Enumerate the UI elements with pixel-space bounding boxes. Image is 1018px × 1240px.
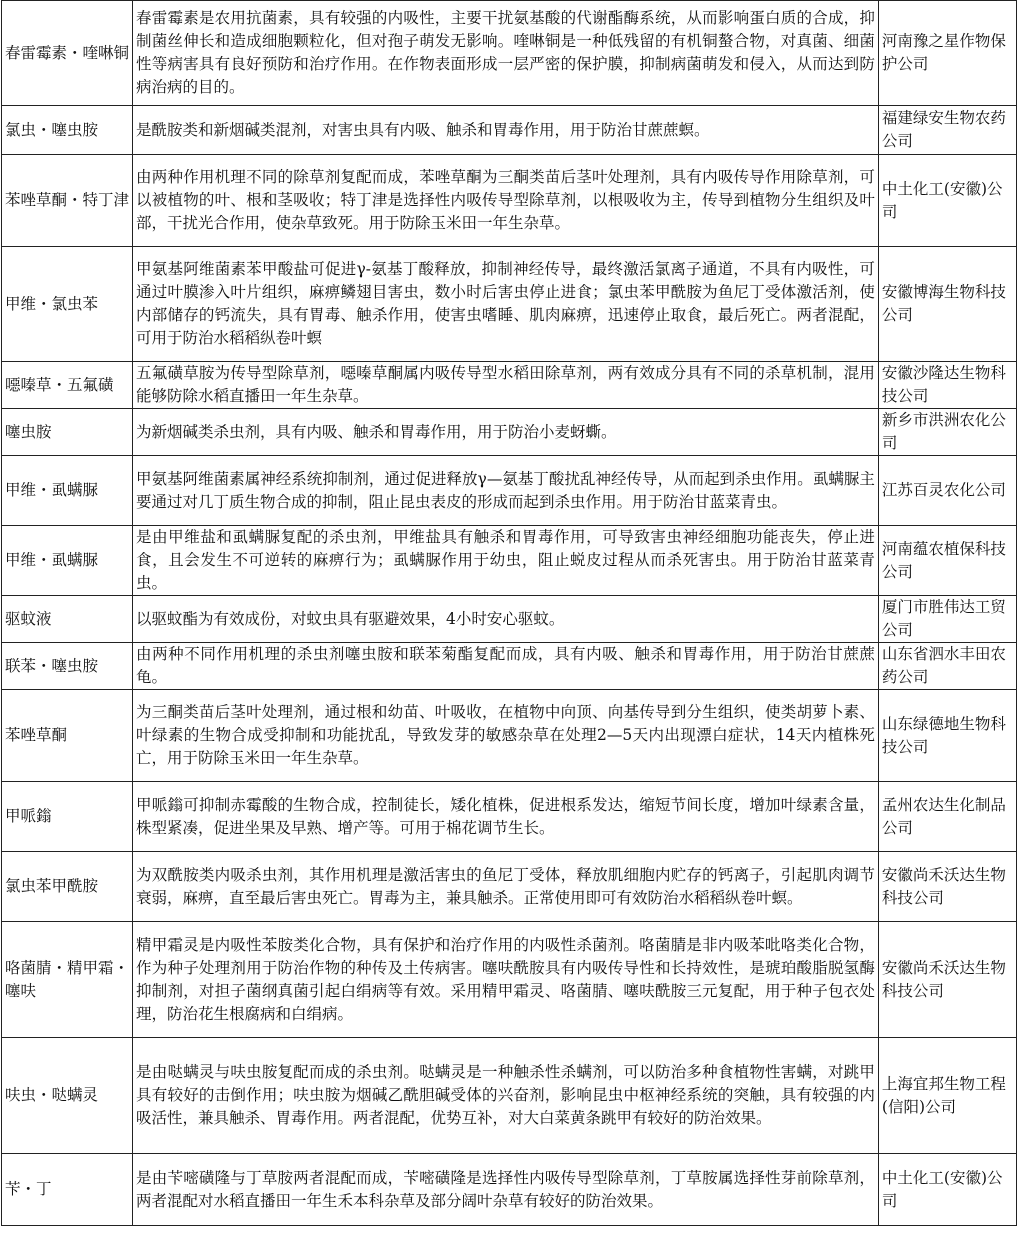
product-name-cell: 驱蚊液 <box>2 596 133 643</box>
product-name-cell: 甲维・虱螨脲 <box>2 526 133 596</box>
company-cell: 安徽沙隆达生物科技公司 <box>878 362 1016 409</box>
table-row <box>2 526 1017 596</box>
company-cell: 新乡市洪洲农化公司 <box>878 409 1016 456</box>
table-row <box>2 456 1017 526</box>
table-row <box>2 106 1017 155</box>
company-cell: 山东绿德地生物科技公司 <box>878 690 1016 782</box>
table-row <box>2 852 1017 922</box>
company-cell: 孟州农达生化制品公司 <box>878 782 1016 852</box>
company-cell: 安徽尚禾沃达生物科技公司 <box>878 852 1016 922</box>
product-name-cell: 春雷霉素・喹啉铜 <box>2 1 133 106</box>
product-name-cell: 甲维・虱螨脲 <box>2 456 133 526</box>
table-row <box>2 596 1017 643</box>
description-cell: 甲哌鎓可抑制赤霉酸的生物合成，控制徒长，矮化植株，促进根系发达，缩短节间长度，增加叶绿素含量，株型紧凑，促进坐果及早熟、增产等。可用于棉花调节生长。 <box>133 782 879 852</box>
company-cell: 福建绿安生物农药公司 <box>878 106 1016 155</box>
description-cell: 为三酮类苗后茎叶处理剂，通过根和幼苗、叶吸收，在植物中向顶、向基传导到分生组织，使类胡萝卜素、叶绿素的生物合成受抑制和功能扰乱，导致发芽的敏感杂草在处理2—5天内出现漂白症状，14天内植株死亡，用于防除玉米田一年生杂草。 <box>133 690 879 782</box>
table-row <box>2 1038 1017 1154</box>
table-row <box>2 690 1017 782</box>
description-cell: 五氟磺草胺为传导型除草剂，噁嗪草酮属内吸传导型水稻田除草剂，两有效成分具有不同的杀草机制，混用能够防除水稻直播田一年生杂草。 <box>133 362 879 409</box>
company-cell: 厦门市胜伟达工贸公司 <box>878 596 1016 643</box>
pesticide-registration-table <box>1 0 1017 1226</box>
description-cell: 由两种作用机理不同的除草剂复配而成，苯唑草酮为三酮类苗后茎叶处理剂，具有内吸传导作用除草剂，可以被植物的叶、根和茎吸收；特丁津是选择性内吸传导型除草剂，以根吸收为主，传导到植物分生组织及叶部，干扰光合作用，使杂草致死。用于防除玉米田一年生杂草。 <box>133 155 879 247</box>
description-cell: 以驱蚊酯为有效成份，对蚊虫具有驱避效果，4小时安心驱蚊。 <box>133 596 879 643</box>
table-row <box>2 1154 1017 1226</box>
product-name-cell: 苯唑草酮 <box>2 690 133 782</box>
description-cell: 为新烟碱类杀虫剂，具有内吸、触杀和胃毒作用，用于防治小麦蚜蟖。 <box>133 409 879 456</box>
description-cell: 精甲霜灵是内吸性苯胺类化合物，具有保护和治疗作用的内吸性杀菌剂。咯菌腈是非内吸苯吡咯类化合物，作为种子处理剂用于防治作物的种传及土传病害。噻呋酰胺具有内吸传导性和长持效性，是琥珀酸脂脱氢酶抑制剂，对担子菌纲真菌引起白绢病等有效。采用精甲霜灵、咯菌腈、噻呋酰胺三元复配，用于种子包衣处理，防治花生根腐病和白绢病。 <box>133 922 879 1038</box>
description-cell: 春雷霉素是农用抗菌素，具有较强的内吸性，主要干扰氨基酸的代谢酯酶系统，从而影响蛋白质的合成，抑制菌丝伸长和造成细胞颗粒化，但对孢子萌发无影响。喹啉铜是一种低残留的有机铜螯合物，对真菌、细菌性等病害具有良好预防和治疗作用。在作物表面形成一层严密的保护膜，抑制病菌萌发和侵入，从而达到防病治病的目的。 <box>133 1 879 106</box>
company-cell: 山东省泗水丰田农药公司 <box>878 643 1016 690</box>
table-row <box>2 1 1017 106</box>
table-row <box>2 409 1017 456</box>
table-row <box>2 362 1017 409</box>
table-row <box>2 643 1017 690</box>
product-name-cell: 甲维・氯虫苯 <box>2 247 133 362</box>
table-row <box>2 782 1017 852</box>
table-row <box>2 247 1017 362</box>
company-cell: 江苏百灵农化公司 <box>878 456 1016 526</box>
product-name-cell: 呋虫・哒螨灵 <box>2 1038 133 1154</box>
table-row <box>2 155 1017 247</box>
product-name-cell: 苯唑草酮・特丁津 <box>2 155 133 247</box>
description-cell: 是由苄嘧磺隆与丁草胺两者混配而成，苄嘧磺隆是选择性内吸传导型除草剂，丁草胺属选择性芽前除草剂，两者混配对水稻直播田一年生禾本科杂草及部分阔叶杂草有较好的防治效果。 <box>133 1154 879 1226</box>
company-cell: 安徽博海生物科技公司 <box>878 247 1016 362</box>
company-cell: 上海宜邦生物工程(信阳)公司 <box>878 1038 1016 1154</box>
product-name-cell: 噁嗪草・五氟磺 <box>2 362 133 409</box>
product-name-cell: 噻虫胺 <box>2 409 133 456</box>
description-cell: 是由哒螨灵与呋虫胺复配而成的杀虫剂。哒螨灵是一种触杀性杀螨剂，可以防治多种食植物性害螨，对跳甲具有较好的击倒作用；呋虫胺为烟碱乙酰胆碱受体的兴奋剂，影响昆虫中枢神经系统的突触，具有较强的内吸活性，兼具触杀、胃毒作用。两者混配，优势互补，对大白菜黄条跳甲有较好的防治效果。 <box>133 1038 879 1154</box>
table-row <box>2 922 1017 1038</box>
product-name-cell: 咯菌腈・精甲霜・噻呋 <box>2 922 133 1038</box>
description-cell: 甲氨基阿维菌素苯甲酸盐可促进γ-氨基丁酸释放，抑制神经传导，最终激活氯离子通道，不具有内吸性，可通过叶膜渗入叶片组织，麻痹鳞翅目害虫，数小时后害虫停止进食；氯虫苯甲酰胺为鱼尼丁受体激活剂，使内部储存的钙流失，具有胃毒、触杀作用，使害虫嗜睡、肌肉麻痹，迅速停止取食，最后死亡。两者混配，可用于防治水稻稻纵卷叶螟 <box>133 247 879 362</box>
company-cell: 中土化工(安徽)公司 <box>878 155 1016 247</box>
product-name-cell: 氯虫・噻虫胺 <box>2 106 133 155</box>
description-cell: 是酰胺类和新烟碱类混剂，对害虫具有内吸、触杀和胃毒作用，用于防治甘蔗蔗螟。 <box>133 106 879 155</box>
description-cell: 由两种不同作用机理的杀虫剂噻虫胺和联苯菊酯复配而成，具有内吸、触杀和胃毒作用，用于防治甘蔗蔗龟。 <box>133 643 879 690</box>
company-cell: 安徽尚禾沃达生物科技公司 <box>878 922 1016 1038</box>
company-cell: 河南豫之星作物保护公司 <box>878 1 1016 106</box>
description-cell: 为双酰胺类内吸杀虫剂，其作用机理是激活害虫的鱼尼丁受体，释放肌细胞内贮存的钙离子，引起肌肉调节衰弱，麻痹，直至最后害虫死亡。胃毒为主，兼具触杀。正常使用即可有效防治水稻稻纵卷叶螟。 <box>133 852 879 922</box>
company-cell: 河南蕴农植保科技公司 <box>878 526 1016 596</box>
product-name-cell: 氯虫苯甲酰胺 <box>2 852 133 922</box>
description-cell: 是由甲维盐和虱螨脲复配的杀虫剂，甲维盐具有触杀和胃毒作用，可导致害虫神经细胞功能丧失，停止进食，且会发生不可逆转的麻痹行为；虱螨脲作用于幼虫，阻止蜕皮过程从而杀死害虫。用于防治甘蓝菜青虫。 <box>133 526 879 596</box>
description-cell: 甲氨基阿维菌素属神经系统抑制剂，通过促进释放γ—氨基丁酸扰乱神经传导，从而起到杀虫作用。虱螨脲主要通过对几丁质生物合成的抑制，阻止昆虫表皮的形成而起到杀虫作用。用于防治甘蓝菜青虫。 <box>133 456 879 526</box>
product-name-cell: 苄・丁 <box>2 1154 133 1226</box>
product-name-cell: 联苯・噻虫胺 <box>2 643 133 690</box>
company-cell: 中土化工(安徽)公司 <box>878 1154 1016 1226</box>
product-name-cell: 甲哌鎓 <box>2 782 133 852</box>
